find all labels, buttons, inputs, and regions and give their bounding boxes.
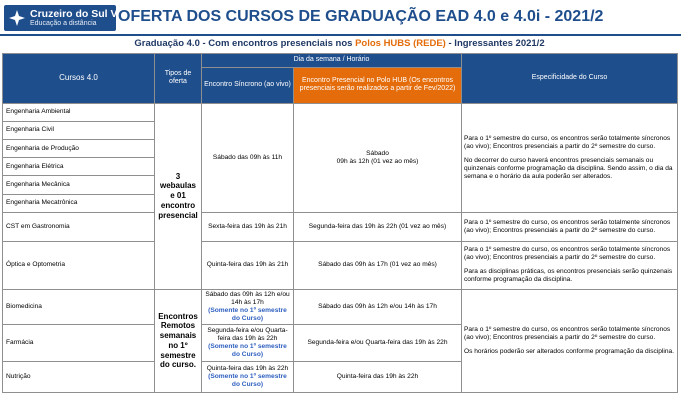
spec-paragraph: Para as disciplinas práticas, os encontros presenciais serão quinzenais conforme programação da disciplina. — [464, 268, 673, 284]
course-cell: Engenharia Ambiental — [3, 103, 155, 121]
presencial-cell: Sábado das 09h às 12h e/ou 14h às 17h — [294, 289, 462, 325]
sincrono-cell — [202, 289, 294, 325]
courses-table — [2, 53, 678, 393]
header-dia: Dia da semana / Horário — [202, 54, 462, 68]
sincrono-cell: Quinta-feira das 19h às 21h — [202, 242, 294, 290]
sincrono-time: Segunda-feira e/ou Quarta-feira das 19h às 22h — [207, 326, 288, 342]
course-cell: Engenharia Elétrica — [3, 158, 155, 176]
page-header — [0, 0, 681, 36]
presencial-cell: Segunda-feira e/ou Quarta-feira das 19h às 22h — [294, 325, 462, 361]
sincrono-cell — [202, 361, 294, 392]
presencial-cell: Quinta-feira das 19h às 22h — [294, 361, 462, 392]
header-especificidade: Especificidade do Curso — [462, 54, 678, 104]
especificidade-cell — [462, 242, 678, 290]
spec-paragraph: No decorrer do curso haverá encontros presenciais semanais ou quinzenais conforme programação da disciplina. Sendo assim, o dia da semana e o horário da aula poderão ser alterados. — [464, 156, 673, 180]
spec-paragraph: Os horários poderão ser alterados conforme programação da disciplina. — [464, 347, 675, 355]
sincrono-cell: Sábado das 09h às 11h — [202, 103, 294, 212]
presencial-time: 09h às 12h (01 vez ao mês) — [336, 157, 419, 165]
especificidade-cell — [462, 103, 678, 212]
header-presencial-main: Encontro Presencial no Polo HUB — [302, 76, 408, 84]
header-divider — [0, 34, 681, 36]
first-semester-note: (Somente no 1º semestre do Curso) — [208, 342, 287, 358]
course-cell: Engenharia Mecatrônica — [3, 194, 155, 212]
logo — [4, 5, 143, 31]
presencial-day: Sábado — [366, 149, 389, 157]
subtitle-pre: Graduação 4.0 - Com encontros presenciais nos — [134, 38, 356, 49]
sincrono-cell: Sexta-feira das 19h às 21h — [202, 212, 294, 241]
presencial-cell: Sábado das 09h às 17h (01 vez ao mês) — [294, 242, 462, 290]
sincrono-time: Quinta-feira das 19h às 22h — [206, 364, 289, 372]
spec-paragraph: Para o 1º semestre do curso, os encontros serão totalmente síncronos (ao vivo); Encontros presenciais a partir do 2º semestre do curso. — [464, 246, 671, 262]
header-sincrono: Encontro Síncrono (ao vivo) — [202, 68, 294, 103]
header-presencial — [294, 68, 462, 103]
presencial-cell: Segunda-feira das 19h às 22h (01 vez ao mês) — [294, 212, 462, 241]
course-cell: Farmácia — [3, 325, 155, 361]
table-subtitle — [2, 38, 677, 52]
tipos-oferta-cell: 3 webaulas e 01 encontro presencial — [155, 103, 202, 289]
header-presencial-note: (Os encontros presenciais serão realizados a partir de Fev/2022) — [299, 76, 456, 93]
logo-subtitle: Educação a distância — [30, 20, 97, 27]
first-semester-note: (Somente no 1º semestre do Curso) — [208, 306, 287, 322]
logo-name: Cruzeiro do Sul Virtual — [30, 8, 143, 20]
course-cell: Engenharia Mecânica — [3, 176, 155, 194]
presencial-cell — [294, 103, 462, 212]
header-tipos: Tipos de oferta — [155, 54, 202, 104]
course-cell: Engenharia de Produção — [3, 139, 155, 157]
subtitle-post: - Ingressantes 2021/2 — [445, 38, 545, 49]
especificidade-cell: Para o 1º semestre do curso, os encontros serão totalmente síncronos (ao vivo); Encontros presenciais a partir do 2º semestre do curso. — [462, 212, 678, 241]
sincrono-cell — [202, 325, 294, 361]
tipos-oferta-cell: Encontros Remotos semanais no 1º semestre do curso. — [155, 289, 202, 392]
first-semester-note: (Somente no 1º semestre do Curso) — [208, 372, 287, 388]
course-cell: Engenharia Civil — [3, 121, 155, 139]
course-cell: Óptica e Optometria — [3, 242, 155, 290]
page-title: OFERTA DOS CURSOS DE GRADUAÇÃO EAD 4.0 e 4.0i - 2021/2 — [118, 8, 604, 25]
header-cursos: Cursos 4.0 — [3, 54, 155, 104]
spec-paragraph: Para o 1º semestre do curso, os encontros serão totalmente síncronos (ao vivo); Encontros presenciais a partir do 2º semestre do curso. — [464, 134, 671, 150]
course-cell: CST em Gastronomia — [3, 212, 155, 241]
especificidade-cell — [462, 289, 678, 392]
course-cell: Biomedicina — [3, 289, 155, 325]
subtitle-highlight: Polos HUBS (REDE) — [355, 38, 446, 49]
course-cell: Nutrição — [3, 361, 155, 392]
sincrono-time: Sábado das 09h às 12h e/ou 14h às 17h — [205, 290, 290, 306]
spec-paragraph: Para o 1º semestre do curso, os encontros serão totalmente síncronos (ao vivo); Encontros presenciais a partir do 2º semestre do curso. — [464, 325, 671, 341]
cross-logo-icon — [7, 8, 27, 28]
